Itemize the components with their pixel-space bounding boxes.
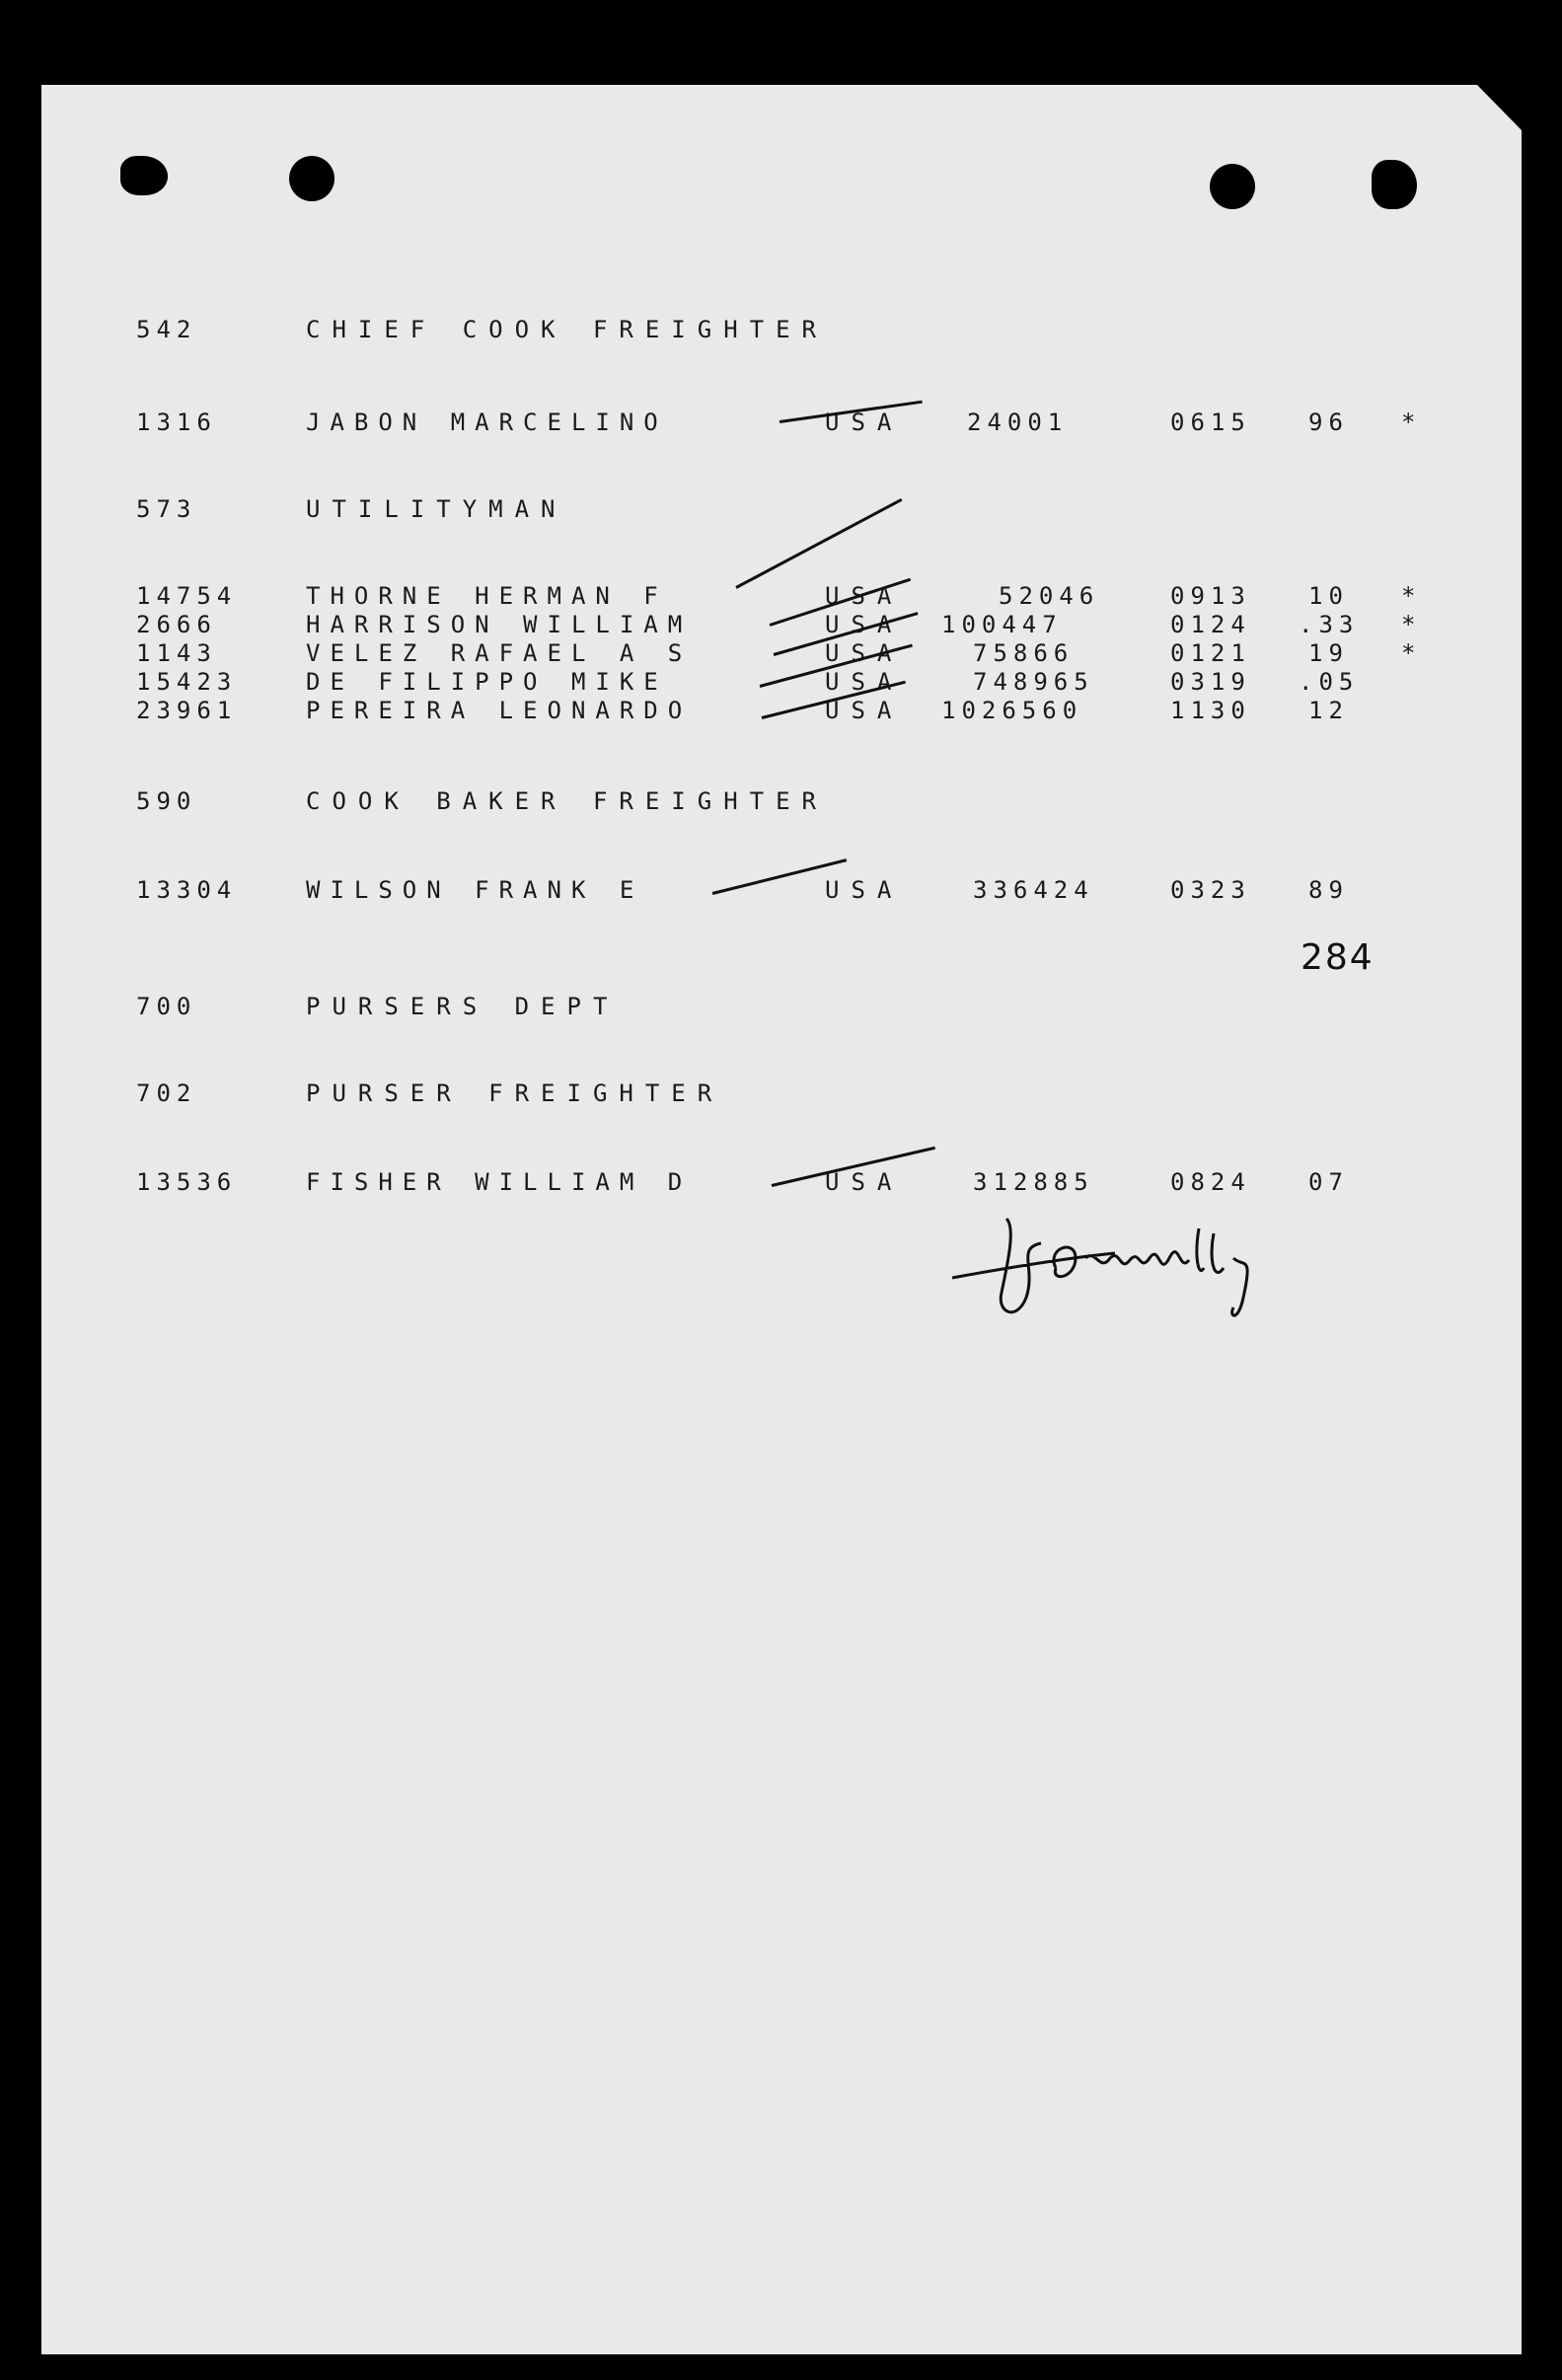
col3-value: 07 — [1308, 1168, 1349, 1196]
crew-number: 14754 — [136, 582, 238, 610]
citizenship: USA — [825, 639, 904, 667]
crew-number: 13536 — [136, 1168, 238, 1196]
citizenship: USA — [825, 876, 904, 904]
asterisk-mark: * — [1401, 582, 1422, 610]
col3-value: 10 — [1308, 582, 1349, 610]
crew-row — [0, 409, 1562, 448]
ink-blot — [120, 156, 168, 195]
col1-value: 1026560 — [941, 697, 1083, 724]
crew-number: 15423 — [136, 668, 238, 696]
col2-value: 0124 — [1170, 611, 1251, 638]
asterisk-mark: * — [1401, 611, 1422, 638]
citizenship: USA — [825, 668, 904, 696]
crew-name: FISHER WILLIAM D — [306, 1168, 693, 1196]
col3-value: 19 — [1308, 639, 1349, 667]
col1-value: 336424 — [973, 876, 1094, 904]
col3-value: 96 — [1308, 409, 1349, 436]
col2-value: 0319 — [1170, 668, 1251, 696]
col3-value: .05 — [1299, 668, 1360, 696]
section-heading — [0, 993, 1562, 1032]
citizenship: USA — [825, 1168, 904, 1196]
section-code: 542 — [136, 316, 197, 343]
col3-value: .33 — [1299, 611, 1360, 638]
section-heading — [0, 1079, 1562, 1119]
punch-hole-corner — [1372, 160, 1417, 209]
section-heading — [0, 787, 1562, 827]
citizenship: USA — [825, 611, 904, 638]
asterisk-mark: * — [1401, 409, 1422, 436]
crew-name: HARRISON WILLIAM — [306, 611, 693, 638]
signature — [947, 1199, 1283, 1337]
section-code: 702 — [136, 1079, 197, 1107]
crew-row — [0, 1168, 1562, 1208]
crew-name: THORNE HERMAN F — [306, 582, 668, 610]
crew-name: VELEZ RAFAEL A S — [306, 639, 693, 667]
section-code: 590 — [136, 787, 197, 815]
section-title: UTILITYMAN — [306, 495, 567, 523]
col1-value: 24001 — [967, 409, 1069, 436]
page-number: 284 — [1301, 937, 1375, 978]
col1-value: 75866 — [973, 639, 1075, 667]
col2-value: 0824 — [1170, 1168, 1251, 1196]
col1-value: 100447 — [941, 611, 1063, 638]
crew-name: PEREIRA LEONARDO — [306, 697, 693, 724]
section-title: PURSER FREIGHTER — [306, 1079, 724, 1107]
col2-value: 0615 — [1170, 409, 1251, 436]
col3-value: 89 — [1308, 876, 1349, 904]
crew-name: WILSON FRANK E — [306, 876, 644, 904]
asterisk-mark: * — [1401, 639, 1422, 667]
punch-hole-left — [289, 156, 335, 201]
crew-number: 23961 — [136, 697, 238, 724]
col2-value: 0121 — [1170, 639, 1251, 667]
section-title: COOK BAKER FREIGHTER — [306, 787, 828, 815]
crew-row — [0, 697, 1562, 736]
punch-hole-right — [1210, 164, 1255, 209]
section-code: 573 — [136, 495, 197, 523]
section-heading — [0, 495, 1562, 535]
crew-number: 1143 — [136, 639, 217, 667]
citizenship: USA — [825, 697, 904, 724]
citizenship: USA — [825, 582, 904, 610]
crew-number: 13304 — [136, 876, 238, 904]
col2-value: 0913 — [1170, 582, 1251, 610]
crew-row — [0, 876, 1562, 916]
col2-value: 1130 — [1170, 697, 1251, 724]
col1-value: 312885 — [973, 1168, 1094, 1196]
crew-name: DE FILIPPO MIKE — [306, 668, 668, 696]
section-title: CHIEF COOK FREIGHTER — [306, 316, 828, 343]
section-title: PURSERS DEPT — [306, 993, 620, 1020]
col2-value: 0323 — [1170, 876, 1251, 904]
col3-value: 12 — [1308, 697, 1349, 724]
section-heading — [0, 316, 1562, 355]
citizenship: USA — [825, 409, 904, 436]
crew-name: JABON MARCELINO — [306, 409, 668, 436]
col1-value: 748965 — [973, 668, 1094, 696]
col1-value: 52046 — [999, 582, 1100, 610]
crew-number: 1316 — [136, 409, 217, 436]
crew-number: 2666 — [136, 611, 217, 638]
section-code: 700 — [136, 993, 197, 1020]
